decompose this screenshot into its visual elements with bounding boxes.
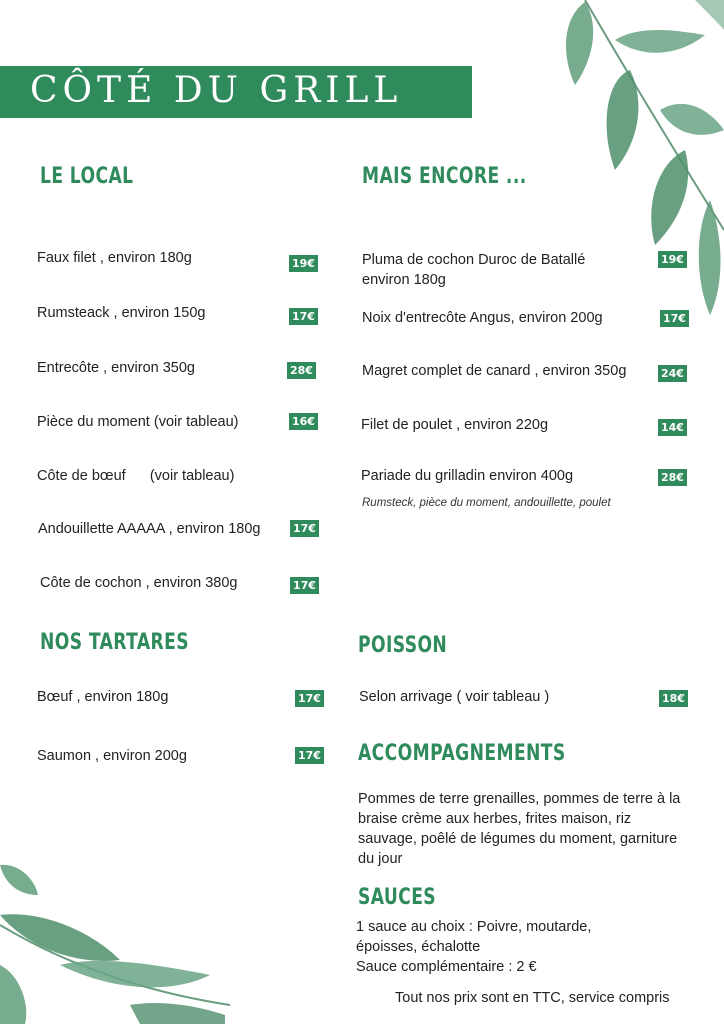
price-badge: 28€ [287,362,316,379]
menu-item: Noix d'entrecôte Angus, environ 200g [362,310,603,326]
menu-item: Bœuf , environ 180g [37,689,169,705]
section-title-tartares: NOS TARTARES [40,630,190,655]
section-title-accompagnements: ACCOMPAGNEMENTS [358,741,566,766]
menu-item: Rumsteack , environ 150g [37,305,206,321]
menu-item: Pluma de cochon Duroc de Batallé environ 180g [362,252,586,288]
leaf-branch-bottom-left-icon [0,855,230,1024]
price-badge: 24€ [658,365,687,382]
sauces-line: époisses, échalotte [356,939,481,955]
price-badge: 19€ [658,251,687,268]
title-banner [0,66,472,118]
sauces-line: 1 sauce au choix : Poivre, moutarde, [356,919,592,935]
menu-item: Pariade du grilladin environ 400g [361,468,574,484]
section-title-sauces: SAUCES [358,885,437,910]
menu-item: Andouillette AAAAA , environ 180g [38,521,261,537]
menu-item: Filet de poulet , environ 220g [361,417,549,433]
sauces-line: Sauce complémentaire : 2 € [356,959,537,975]
price-badge: 17€ [295,690,324,707]
price-badge: 16€ [289,413,318,430]
price-badge: 28€ [658,469,687,486]
footer-note: Tout nos prix sont en TTC, service compris [395,990,670,1006]
menu-item-note: Rumsteck, pièce du moment, andouillette, poulet [362,497,611,509]
price-badge: 19€ [289,255,318,272]
menu-item: Selon arrivage ( voir tableau ) [359,689,550,705]
menu-item: Pièce du moment (voir tableau) [37,414,239,430]
price-badge: 17€ [295,747,324,764]
price-badge: 17€ [289,308,318,325]
accompagnements-text: Pommes de terre grenailles, pommes de terre à la braise crème aux herbes, frites maison, riz sauvage, poêlé de légumes du moment, garniture du jour [358,791,681,867]
price-badge: 17€ [660,310,689,327]
menu-item: Saumon , environ 200g [37,748,187,764]
menu-item: Côte de bœuf (voir tableau) [37,468,235,484]
menu-item: Côte de cochon , environ 380g [40,575,238,591]
menu-item: Entrecôte , environ 350g [37,360,195,376]
section-title-poisson: POISSON [358,633,448,658]
menu-item: Magret complet de canard , environ 350g [362,363,627,379]
menu-item: Faux filet , environ 180g [37,250,192,266]
price-badge: 17€ [290,577,319,594]
price-badge: 17€ [290,520,319,537]
page-title: CÔTÉ DU GRILL [30,70,403,111]
section-title-mais-encore: MAIS ENCORE ... [362,164,527,189]
section-title-le-local: LE LOCAL [40,164,134,189]
price-badge: 14€ [658,419,687,436]
price-badge: 18€ [659,690,688,707]
